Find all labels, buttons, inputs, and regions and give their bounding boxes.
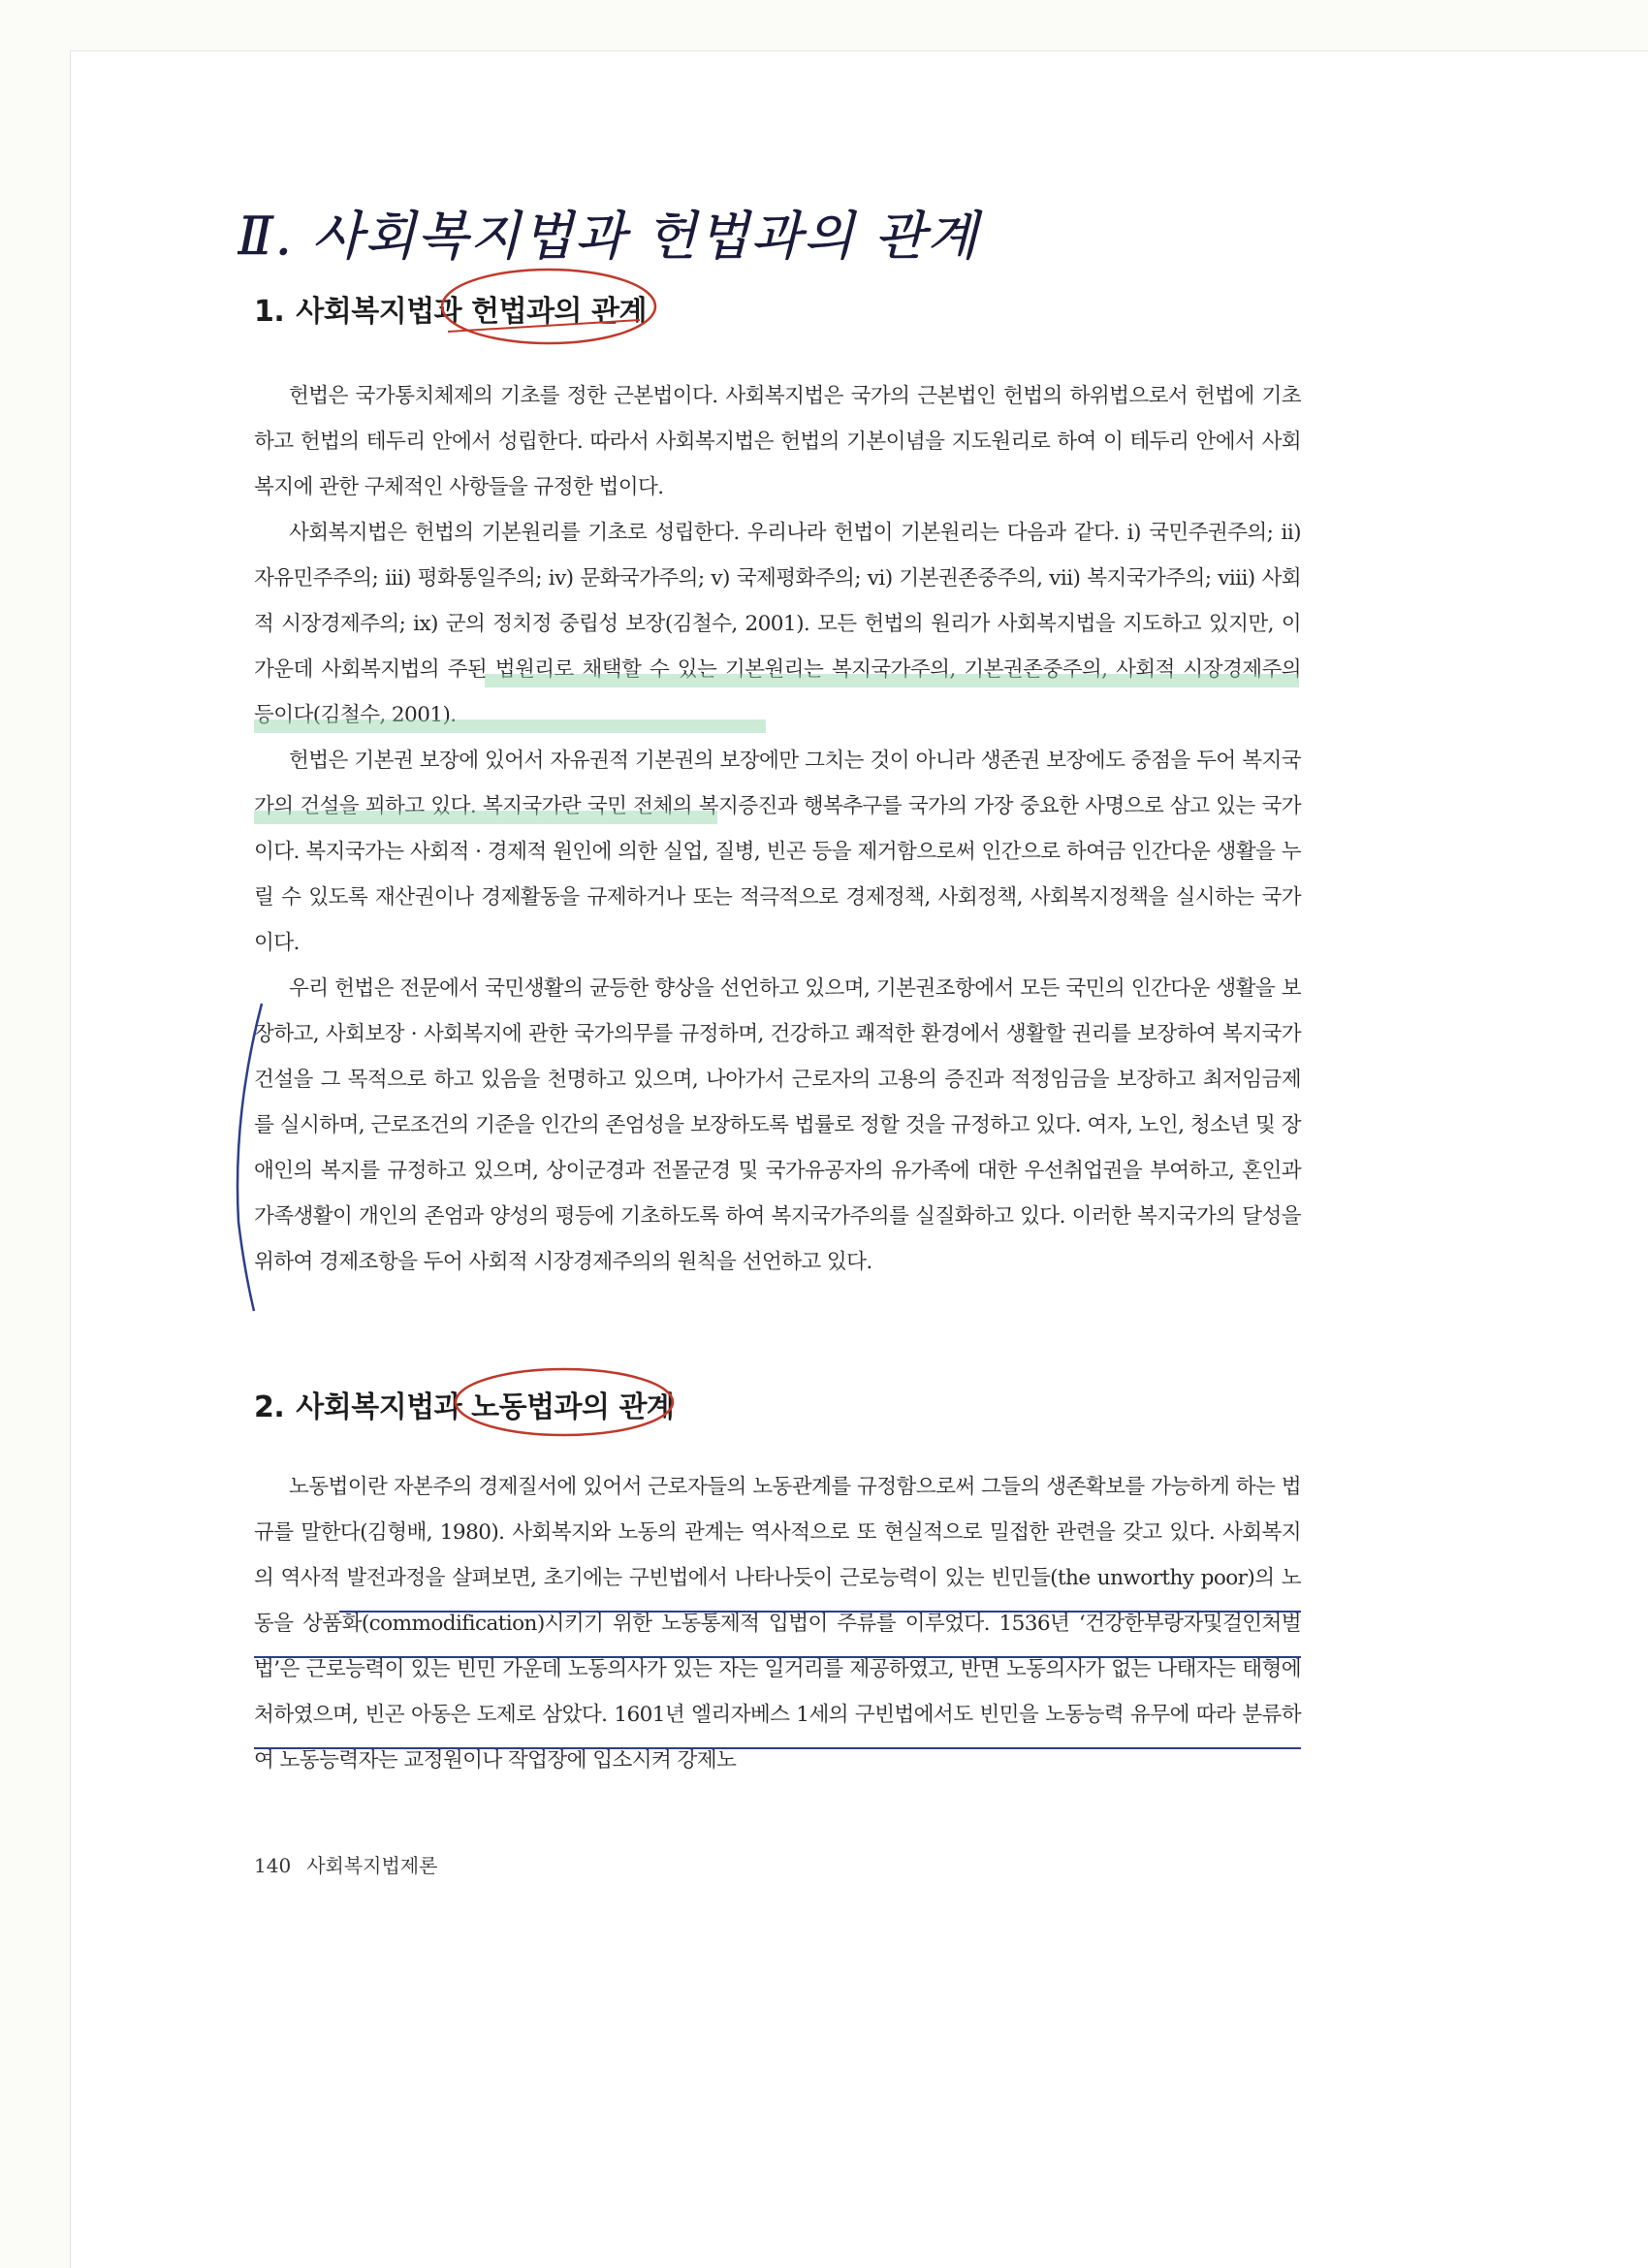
section-1-title-prefix: 사회복지법과 bbox=[296, 295, 472, 329]
section-1-title-key: 헌법과의 관계 bbox=[471, 295, 647, 329]
section-1-heading bbox=[254, 287, 1320, 330]
page-footer bbox=[254, 1850, 437, 1878]
section-1-number: 1. bbox=[254, 295, 285, 329]
section-1-paragraph-4: 우리 헌법은 전문에서 국민생활의 균등한 향상을 선언하고 있으며, 기본권조항에서 모든 국민의 인간다운 생활을 보장하고, 사회보장 · 사회복지에 관한 국가의무를 규정하며, 건강하고 쾌적한 환경에서 생활할 권리를 보장하여 복지국가 건설을 그 목적으로 하고 있음을 천명하고 있으며, 나아가서 근로자의 고용의 증진과 적정임금을 보장하고 최저임금제를 실시하며, 근로조건의 기준을 인간의 존엄성을 보장하도록 법률로 정할 것을 규정하고 있다. 여자, 노인, 청소년 및 장애인의 복지를 규정하고 있으며, 상이군경과 전몰군경 및 국가유공자의 유가족에 대한 우선취업권을 부여하고, 혼인과 가족생활이 개인의 존엄과 양성의 평등에 기초하도록 하여 복지국가주의를 실질화하고 있다. 이러한 복지국가의 달성을 위하여 경제조항을 두어 사회적 시장경제주의의 원칙을 선언하고 있다. bbox=[254, 976, 1301, 1274]
handwritten-title-text: Ⅱ. 사회복지법과 헌법과의 관계 bbox=[238, 206, 980, 267]
section-2-title-key: 노동법과의 관계 bbox=[471, 1390, 675, 1424]
section-1-paragraph-3: 헌법은 기본권 보장에 있어서 자유권적 기본권의 보장에만 그치는 것이 아니라 생존권 보장에도 중점을 두어 복지국가의 건설을 꾀하고 있다. 복지국가란 국민 전체의 복지증진과 행복추구를 국가의 가장 중요한 사명으로 삼고 있는 국가이다. 복지국가는 사회적 · 경제적 원인에 의한 실업, 질병, 빈곤 등을 제거함으로써 인간으로 하여금 인간다운 생활을 누릴 수 있도록 재산권이나 경제활동을 규제하거나 또는 적극적으로 경제정책, 사회정책, 사회복지정책을 실시하는 국가이다. bbox=[254, 749, 1301, 955]
section-1-body bbox=[254, 373, 1301, 1285]
book-title: 사회복지법제론 bbox=[306, 1854, 438, 1877]
section-1-paragraph-2: 사회복지법은 헌법의 기본원리를 기초로 성립한다. 우리나라 헌법이 기본원리는 다음과 같다. i) 국민주권주의; ii) 자유민주주의; iii) 평화통일주의; iv) 문화국가주의; v) 국제평화주의; vi) 기본권존중주의, vii) 복지국가주의; viii) 사회적 시장경제주의; ix) 군의 정치정 중립성 보장(김철수, 2001). 모든 헌법의 원리가 사회복지법을 지도하고 있지만, 이 가운데 사회복지법의 주된 법원리로 채택할 수 있는 기본원리는 복지국가주의, 기본권존중주의, 사회적 시장경제주의 등이다(김철수, 2001). bbox=[254, 521, 1301, 727]
handwritten-title-drawing bbox=[238, 184, 1032, 291]
section-2-number: 2. bbox=[254, 1390, 285, 1424]
page-number: 140 bbox=[254, 1854, 292, 1877]
section-2-body bbox=[254, 1464, 1301, 1783]
handwritten-title bbox=[238, 184, 1032, 291]
section-1-paragraph-1: 헌법은 국가통치체제의 기초를 정한 근본법이다. 사회복지법은 국가의 근본법인 헌법의 하위법으로서 헌법에 기초하고 헌법의 테두리 안에서 성립한다. 따라서 사회복지법은 헌법의 기본이념을 지도원리로 하여 이 테두리 안에서 사회복지에 관한 구체적인 사항들을 규정한 법이다. bbox=[254, 384, 1301, 499]
section-2-paragraph-1: 노동법이란 자본주의 경제질서에 있어서 근로자들의 노동관계를 규정함으로써 그들의 생존확보를 가능하게 하는 법규를 말한다(김형배, 1980). 사회복지와 노동의 관계는 역사적으로 또 현실적으로 밀접한 관련을 갖고 있다. 사회복지의 역사적 발전과정을 살펴보면, 초기에는 구빈법에서 나타나듯이 근로능력이 있는 빈민들(the unworthy poor)의 노동을 상품화(commodification)시키기 위한 노동통제적 입법이 주류를 이루었다. 1536년 ‘건강한부랑자및걸인처벌법’은 근로능력이 있는 빈민 가운데 노동의사가 있는 자는 일거리를 제공하였고, 반면 노동의사가 없는 나태자는 태형에 처하였으며, 빈곤 아동은 도제로 삼았다. 1601년 엘리자베스 1세의 구빈법에서도 빈민을 노동능력 유무에 따라 분류하여 노동능력자는 교정원이나 작업장에 입소시켜 강제노 bbox=[254, 1475, 1301, 1773]
section-2-heading bbox=[254, 1383, 1320, 1425]
section-2-title-prefix: 사회복지법과 bbox=[296, 1390, 472, 1424]
